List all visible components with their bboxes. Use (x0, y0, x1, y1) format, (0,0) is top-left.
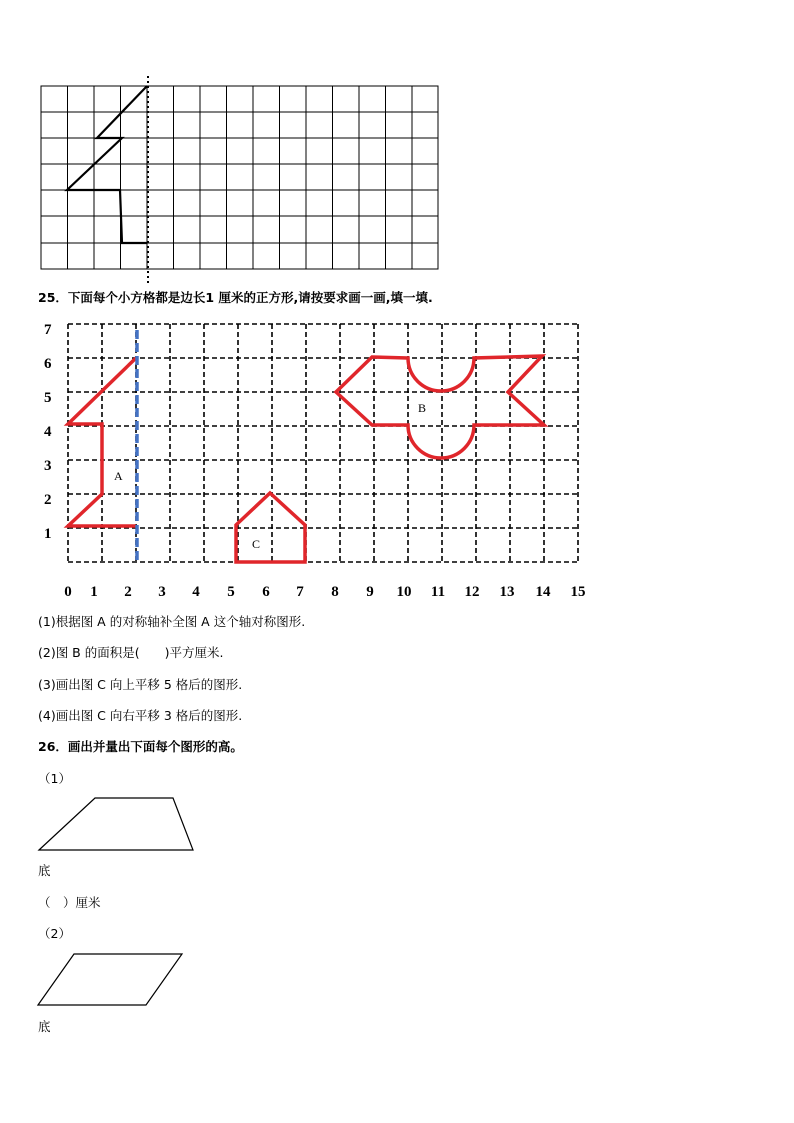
q25-dashed-grid (68, 324, 578, 562)
y-tick-3: 3 (44, 458, 52, 474)
q26-part2-label: （2） (38, 926, 71, 941)
x-tick-14: 14 (535, 584, 551, 600)
shape-b (336, 356, 544, 458)
q26-part2-base: 底 (38, 1019, 51, 1034)
x-tick-2: 2 (124, 584, 132, 600)
y-tick-1: 1 (44, 526, 52, 542)
q26-part1-label: （1） (38, 771, 71, 786)
q25-item-2: (2)图 B 的面积是( )平方厘米. (38, 645, 224, 660)
q25-item-3: (3)画出图 C 向上平移 5 格后的图形. (38, 677, 243, 692)
q25-item-1: (1)根据图 A 的对称轴补全图 A 这个轴对称图形. (38, 614, 306, 629)
shape-b-label: B (418, 401, 427, 415)
x-tick-7: 7 (296, 584, 304, 600)
x-tick-1: 1 (90, 584, 98, 600)
q26-title: 26．画出并量出下面每个图形的高。 (38, 739, 243, 754)
y-tick-6: 6 (44, 356, 52, 372)
q26-part1-answer: （ ）厘米 (38, 895, 101, 910)
x-tick-8: 8 (331, 584, 339, 600)
x-tick-3: 3 (158, 584, 166, 600)
x-tick-12: 12 (464, 584, 480, 600)
x-tick-5: 5 (227, 584, 235, 600)
x-tick-6: 6 (262, 584, 270, 600)
parallelogram-figure (30, 950, 190, 1010)
q25-item-4: (4)画出图 C 向右平移 3 格后的图形. (38, 708, 243, 723)
q25-title: 25．下面每个小方格都是边长1 厘米的正方形,请按要求画一画,填一填. (38, 290, 433, 305)
trapezoid-figure (30, 795, 200, 855)
x-tick-11: 11 (430, 584, 446, 600)
x-tick-4: 4 (192, 584, 200, 600)
shape-c-label: C (252, 537, 261, 551)
shape-a-label: A (114, 469, 123, 483)
q26-part1-base: 底 (38, 863, 51, 878)
y-tick-5: 5 (44, 390, 52, 406)
y-tick-2: 2 (44, 492, 52, 508)
x-tick-10: 10 (396, 584, 412, 600)
x-tick-13: 13 (499, 584, 515, 600)
y-tick-7: 7 (44, 322, 52, 338)
x-tick-15: 15 (570, 584, 586, 600)
x-tick-0: 0 (64, 584, 72, 600)
x-tick-9: 9 (366, 584, 374, 600)
y-tick-4: 4 (44, 424, 52, 440)
